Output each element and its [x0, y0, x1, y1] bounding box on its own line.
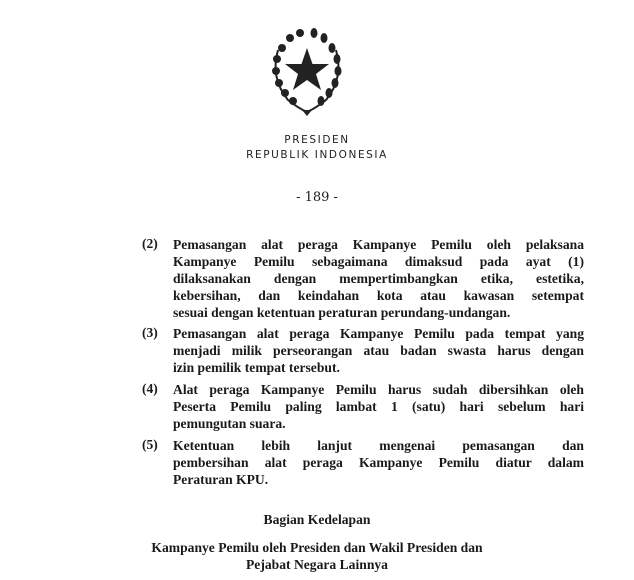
page-number: - 189 - — [296, 190, 338, 205]
paragraph-line: kebersihan, dan keindahan kota atau kawasan setempat — [173, 288, 584, 303]
paragraph-line: Alat peraga Kampanye Pemilu harus sudah dibersihkan oleh — [173, 382, 584, 397]
paragraph-line: izin pemilik tempat tersebut. — [173, 360, 340, 375]
paragraph-line: dilaksanakan dengan mempertimbangkan etika, estetika, — [173, 271, 584, 286]
garuda-star-emblem-icon — [268, 28, 346, 116]
paragraph-number: (3) — [142, 325, 158, 340]
paragraph-line: pembersihan alat peraga Kampanye Pemilu diatur dalam — [173, 455, 584, 470]
paragraph-line: sesuai dengan ketentuan peraturan perundang-undangan. — [173, 305, 511, 320]
paragraph-line: Peraturan KPU. — [173, 472, 269, 487]
paragraph-line: Pemasangan alat peraga Kampanye Pemilu oleh pelaksana — [173, 237, 584, 252]
paragraph-line: pemungutan suara. — [173, 416, 286, 431]
section-title-line2: Pejabat Negara Lainnya — [246, 557, 388, 572]
paragraph-number: (4) — [142, 381, 158, 396]
header-republic: REPUBLIK INDONESIA — [246, 149, 388, 161]
paragraph-line: Pemasangan alat peraga Kampanye Pemilu pada tempat yang — [173, 326, 584, 341]
paragraph-line: menjadi milik perseorangan atau badan swasta harus dengan — [173, 343, 584, 358]
section-title-line1: Kampanye Pemilu oleh Presiden dan Wakil Presiden dan — [151, 540, 483, 555]
paragraph-line: Ketentuan lebih lanjut mengenai pemasangan dan — [173, 438, 584, 453]
paragraph-line: Kampanye Pemilu sebagaimana dimaksud pada ayat (1) — [173, 254, 584, 269]
header-president: PRESIDEN — [284, 134, 350, 146]
paragraph-number: (2) — [142, 236, 158, 251]
paragraph-number: (5) — [142, 437, 158, 452]
paragraph-line: Peserta Pemilu paling lambat 1 (satu) hari sebelum hari — [173, 399, 584, 414]
section-heading: Bagian Kedelapan — [263, 512, 371, 527]
